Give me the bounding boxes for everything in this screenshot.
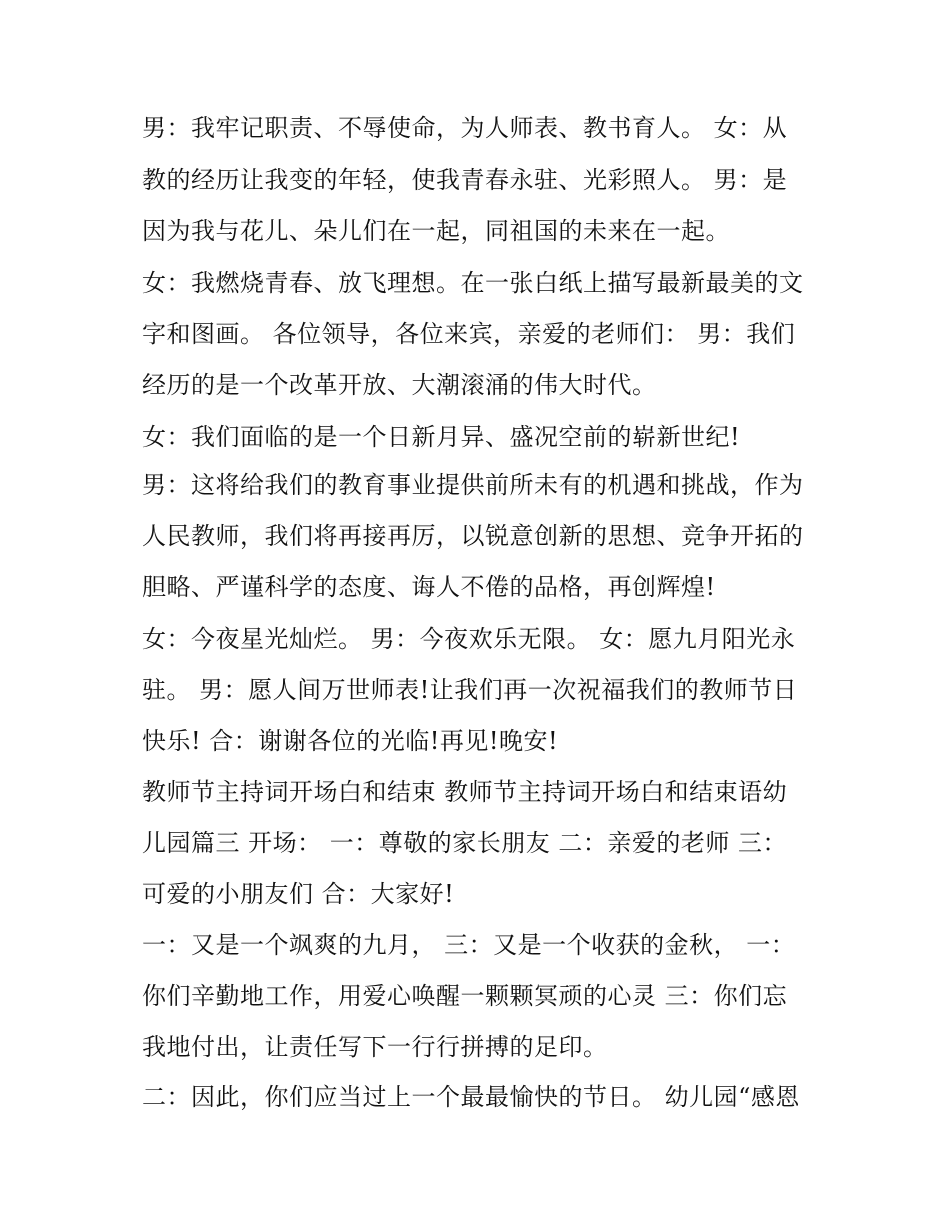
text-line: 可爱的小朋友们 合：大家好! [142, 880, 455, 908]
text-line: 女：我们面临的是一个日新月异、盛况空前的崭新世纪! [142, 423, 741, 451]
text-line: 胆略、严谨科学的态度、诲人不倦的品格，再创辉煌! [142, 573, 716, 601]
text-line: 因为我与花儿、朵儿们在一起，同祖国的未来在一起。 [142, 217, 730, 245]
text-line: 字和图画。 各位领导，各位来宾，亲爱的老师们： 男：我们 [142, 320, 796, 348]
text-line: 人民教师，我们将再接再厉，以锐意创新的思想、竞争开拓的 [142, 522, 804, 550]
text-line: 男：这将给我们的教育事业提供前所未有的机遇和挑战，作为 [142, 471, 804, 499]
text-line: 女：今夜星光灿烂。 男：今夜欢乐无限。 女：愿九月阳光永 [142, 625, 796, 653]
text-line: 我地付出，让责任写下一行行拼搏的足印。 [142, 1033, 608, 1061]
text-line: 女：我燃烧青春、放飞理想。在一张白纸上描写最新最美的文 [142, 269, 804, 297]
text-line: 一：又是一个飒爽的九月， 三：又是一个收获的金秋， 一： [142, 931, 796, 959]
text-line: 你们辛勤地工作，用爱心唤醒一颗颗冥顽的心灵 三：你们忘 [142, 982, 788, 1010]
text-line: 快乐! 合：谢谢各位的光临!再见!晚安! [142, 727, 559, 755]
text-line: 教师节主持词开场白和结束 教师节主持词开场白和结束语幼 [142, 778, 788, 806]
text-line: 二：因此，你们应当过上一个最最愉快的节日。 幼儿园“感恩 [142, 1083, 800, 1111]
text-line: 男：我牢记职责、不辱使命，为人师表、教书育人。 女：从 [142, 114, 788, 142]
text-line: 儿园篇三 开场： 一：尊敬的家长朋友 二：亲爱的老师 三： [142, 829, 788, 857]
text-line: 经历的是一个改革开放、大潮滚涌的伟大时代。 [142, 371, 657, 399]
text-line: 教的经历让我变的年轻，使我青春永驻、光彩照人。 男：是 [142, 166, 788, 194]
text-line: 驻。 男：愿人间万世师表!让我们再一次祝福我们的教师节日 [142, 676, 798, 704]
